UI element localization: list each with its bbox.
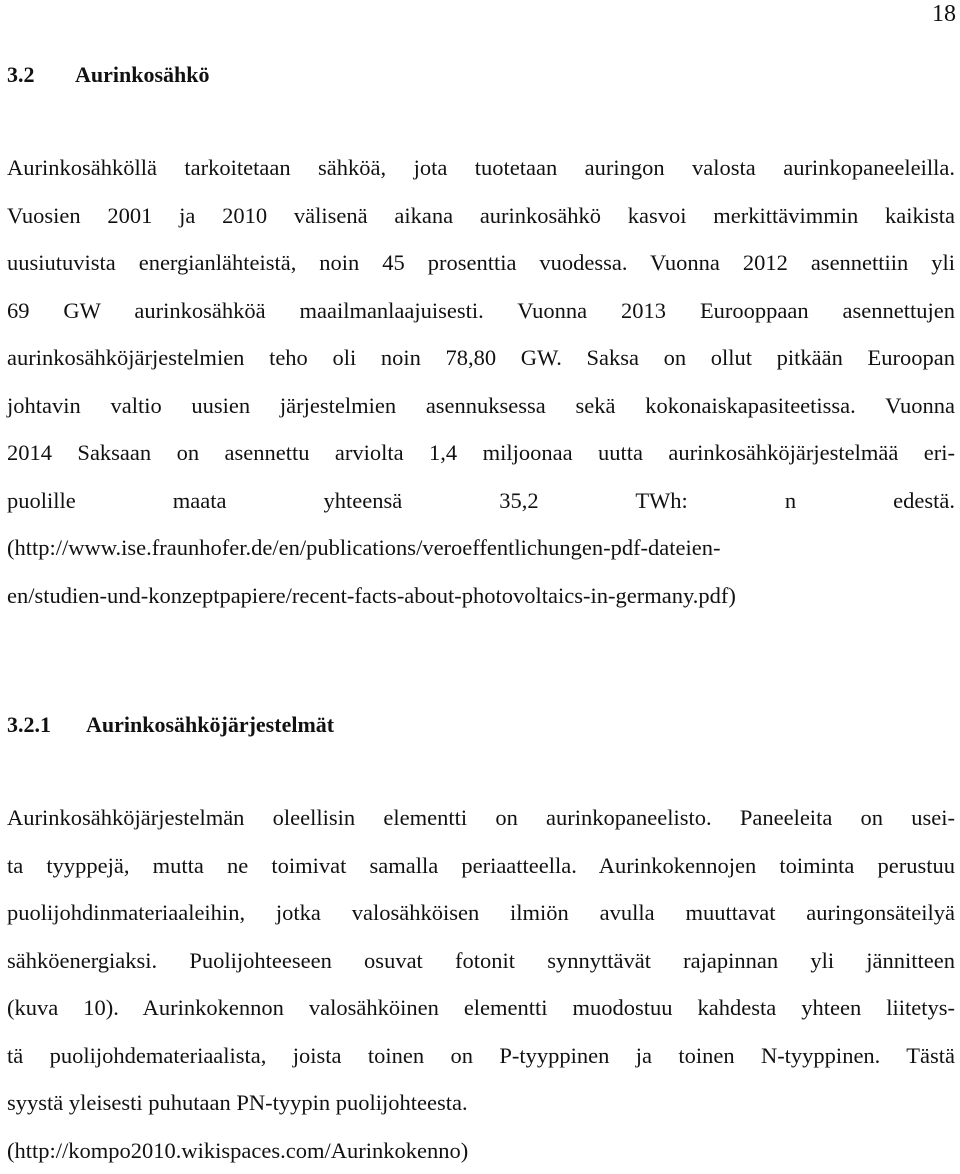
paragraph-line: Aurinkosähköllä tarkoitetaan sähköä, jota tuotetaan auringon valosta aurinkopaneeleilla. [7,144,955,192]
paragraph-line: Vuosien 2001 ja 2010 välisenä aikana aurinkosähkö kasvoi merkittävimmin kaikista [7,192,955,240]
paragraph-line: tä puolijohdemateriaalista, joista toinen on P-tyyppinen ja toinen N-tyyppinen. Tästä [7,1032,955,1080]
subsection-title: Aurinkosähköjärjestelmät [86,712,334,737]
source-url-line: (http://www.ise.fraunhofer.de/en/publications/veroeffentlichungen-pdf-dateien- [7,524,955,572]
paragraph-line: aurinkosähköjärjestelmien teho oli noin 78,80 GW. Saksa on ollut pitkään Euroopan [7,334,955,382]
paragraph-line: puolille maata yhteensä 35,2 TWh: n edestä. [7,477,955,525]
section-title: Aurinkosähkö [75,62,210,87]
paragraph-line: (kuva 10). Aurinkokennon valosähköinen elementti muodostuu kahdesta yhteen liitetys- [7,984,955,1032]
paragraph-line: syystä yleisesti puhutaan PN-tyypin puolijohteesta. [7,1079,955,1127]
paragraph-line: ta tyyppejä, mutta ne toimivat samalla periaatteella. Aurinkokennojen toiminta perustuu [7,842,955,890]
paragraph-line: 2014 Saksaan on asennettu arviolta 1,4 miljoonaa uutta aurinkosähköjärjestelmää eri- [7,429,955,477]
section-heading [7,61,210,89]
source-url-line: en/studien-und-konzeptpapiere/recent-facts-about-photovoltaics-in-germany.pdf) [7,572,955,620]
paragraph-line: johtavin valtio uusien järjestelmien asennuksessa sekä kokonaiskapasiteetissa. Vuonna [7,382,955,430]
section-number: 3.2 [7,61,75,89]
subsection-number: 3.2.1 [7,711,86,739]
paragraph-line: sähköenergiaksi. Puolijohteeseen osuvat fotonit synnyttävät rajapinnan yli jännitteen [7,937,955,985]
source-url-line: (http://kompo2010.wikispaces.com/Aurinkokenno) [7,1127,955,1174]
page-number: 18 [932,0,956,28]
section-paragraph [7,144,955,619]
paragraph-line: Aurinkosähköjärjestelmän oleellisin elementti on aurinkopaneelisto. Paneeleita on usei- [7,794,955,842]
paragraph-line: puolijohdinmateriaaleihin, jotka valosähköisen ilmiön avulla muuttavat auringonsäteilyä [7,889,955,937]
subsection-paragraph [7,794,955,1174]
paragraph-line: 69 GW aurinkosähköä maailmanlaajuisesti. Vuonna 2013 Eurooppaan asennettujen [7,287,955,335]
subsection-heading [7,711,334,739]
paragraph-line: uusiutuvista energianlähteistä, noin 45 prosenttia vuodessa. Vuonna 2012 asennettiin yli [7,239,955,287]
